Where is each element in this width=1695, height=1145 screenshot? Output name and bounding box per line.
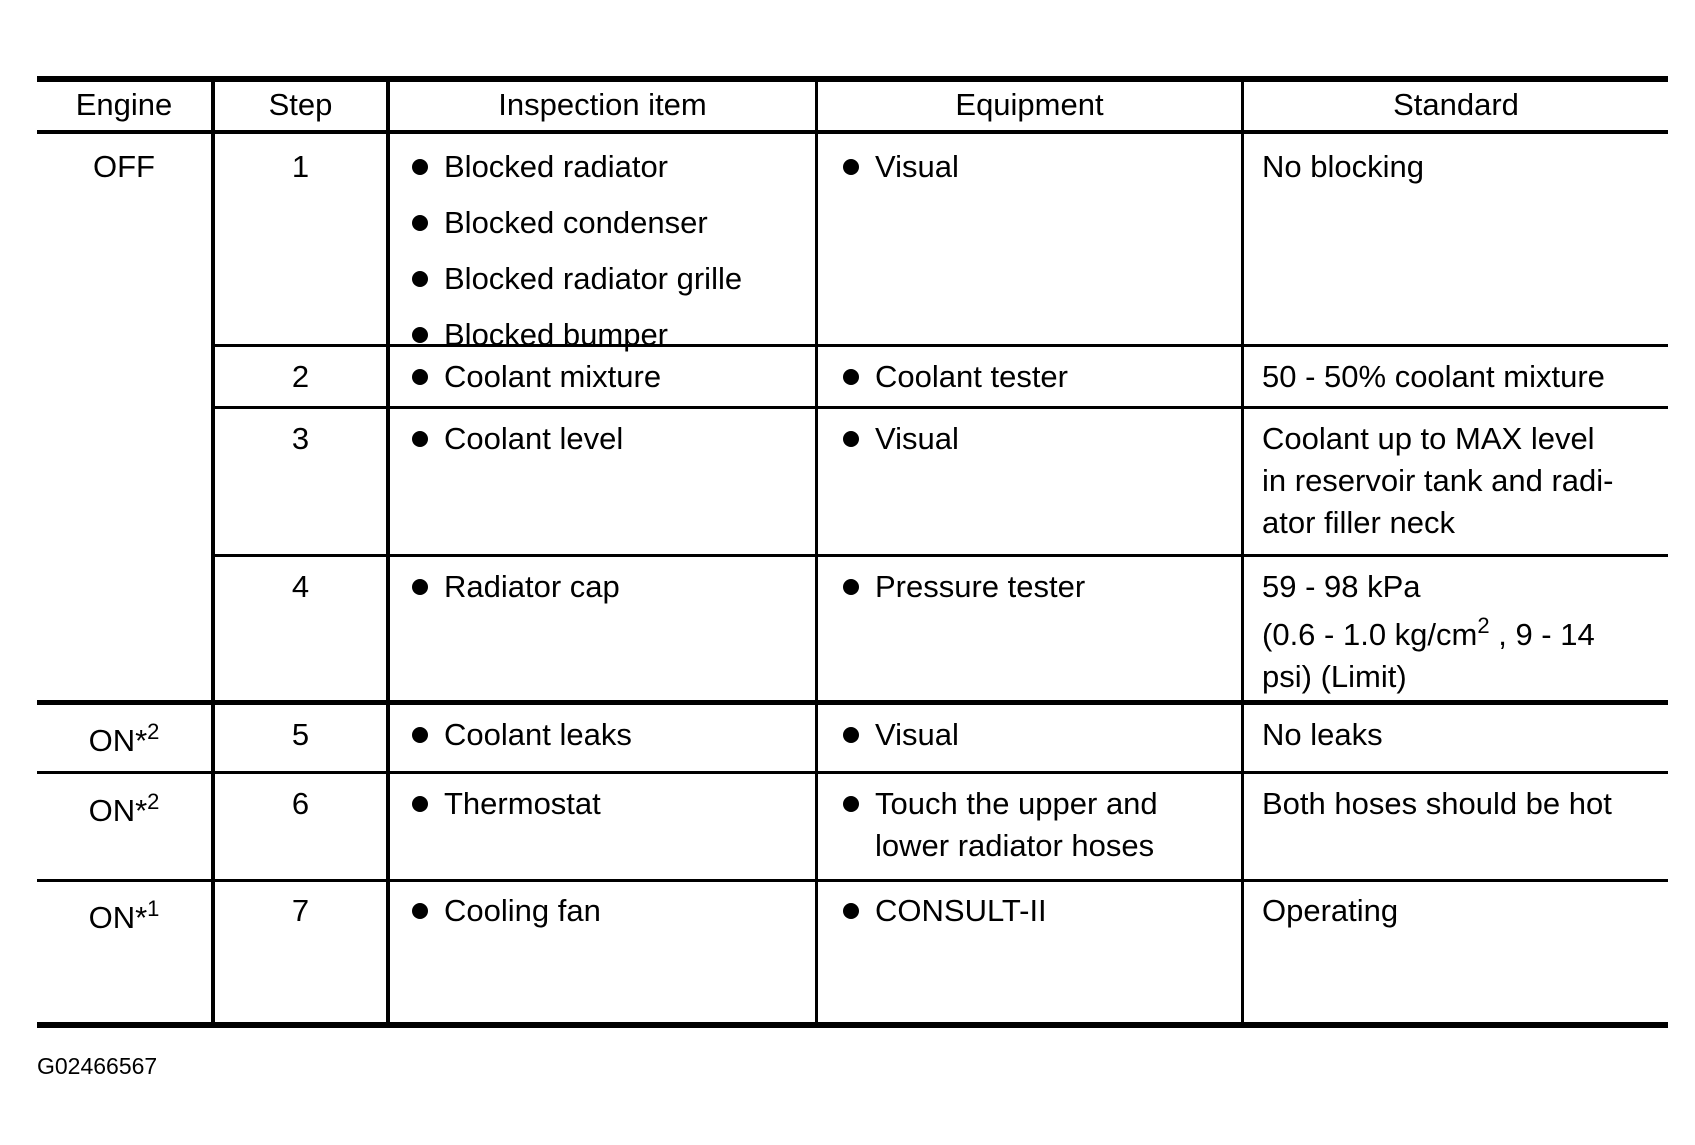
- list-item: Blocked radiator: [406, 146, 742, 202]
- list-item: Coolant leaks: [406, 714, 632, 756]
- header-engine: Engine: [75, 87, 173, 122]
- figure-code: G02466567: [37, 1053, 158, 1079]
- equipment: [837, 418, 959, 460]
- inspection-items: [406, 783, 601, 825]
- list-item: Pressure tester: [837, 566, 1085, 608]
- inspection-items: [406, 714, 632, 756]
- standard-line: psi) (Limit): [1262, 659, 1407, 694]
- list-item-continuation: lower radiator hoses: [875, 828, 1155, 863]
- step-number: 5: [291, 717, 310, 752]
- column-rule: [815, 76, 818, 1028]
- list-item: Visual: [837, 418, 959, 460]
- standard: [1262, 418, 1614, 544]
- engine-state-text: ON*: [88, 900, 148, 935]
- table-bottom-rule: [37, 1022, 1668, 1028]
- list-item: Cooling fan: [406, 890, 601, 932]
- group-rule: [37, 700, 1668, 705]
- standard-line: in reservoir tank and radi-: [1262, 463, 1614, 498]
- equipment: [837, 714, 959, 756]
- column-rule: [386, 76, 390, 1028]
- standard: No leaks: [1262, 717, 1383, 752]
- standard: 50 - 50% coolant mixture: [1262, 359, 1605, 394]
- equipment: [837, 146, 959, 188]
- standard: No blocking: [1262, 149, 1424, 184]
- list-item: Blocked condenser: [406, 202, 742, 258]
- inspection-items: [406, 566, 620, 608]
- footnote-mark: 2: [147, 789, 160, 814]
- standard: Operating: [1262, 893, 1399, 928]
- superscript: 2: [1477, 613, 1490, 638]
- standard: [1262, 566, 1595, 698]
- standard-text: (0.6 - 1.0 kg/cm: [1262, 617, 1478, 652]
- list-item: Radiator cap: [406, 566, 620, 608]
- list-item: Visual: [837, 146, 959, 188]
- engine-state-text: ON*: [88, 723, 148, 758]
- column-rule: [211, 76, 215, 1028]
- inspection-items: [406, 418, 623, 460]
- list-item: Touch the upper and: [837, 783, 1158, 825]
- list-item: Blocked bumper: [406, 314, 742, 356]
- list-item: Coolant mixture: [406, 356, 661, 398]
- step-number: 2: [291, 359, 310, 394]
- standard-line: Coolant up to MAX level: [1262, 421, 1595, 456]
- header-equipment: Equipment: [955, 87, 1104, 122]
- standard-text: , 9 - 14: [1489, 617, 1595, 652]
- engine-state: [37, 720, 211, 762]
- equipment: [837, 566, 1085, 608]
- row-rule: [215, 554, 1668, 557]
- list-item: CONSULT-II: [837, 890, 1047, 932]
- list-item: Thermostat: [406, 783, 601, 825]
- standard-line: [1262, 614, 1595, 656]
- engine-state-text: ON*: [88, 793, 148, 828]
- inspection-items: [406, 146, 742, 356]
- header-step: Step: [268, 87, 333, 122]
- engine-state: [37, 897, 211, 939]
- equipment: [837, 356, 1068, 398]
- header-inspection-item: Inspection item: [498, 87, 707, 122]
- equipment: [837, 783, 1158, 867]
- inspection-items: [406, 356, 661, 398]
- row-rule: [37, 771, 1668, 774]
- list-item: Visual: [837, 714, 959, 756]
- standard-line: ator filler neck: [1262, 505, 1455, 540]
- inspection-items: [406, 890, 601, 932]
- engine-state: OFF: [93, 149, 155, 184]
- list-item: Blocked radiator grille: [406, 258, 742, 314]
- step-number: 6: [291, 786, 310, 821]
- header-standard: Standard: [1393, 87, 1519, 122]
- engine-state: [37, 790, 211, 832]
- step-number: 7: [291, 893, 310, 928]
- row-rule: [215, 406, 1668, 409]
- list-item: Coolant tester: [837, 356, 1068, 398]
- standard-line: 59 - 98 kPa: [1262, 569, 1421, 604]
- row-rule: [37, 879, 1668, 882]
- step-number: 4: [291, 569, 310, 604]
- table-top-rule: [37, 76, 1668, 82]
- list-item: Coolant level: [406, 418, 623, 460]
- step-number: 1: [291, 149, 310, 184]
- step-number: 3: [291, 421, 310, 456]
- column-rule: [1241, 76, 1244, 1028]
- equipment: [837, 890, 1047, 932]
- standard: Both hoses should be hot: [1262, 786, 1612, 821]
- header-rule: [37, 130, 1668, 134]
- footnote-mark: 2: [147, 719, 160, 744]
- footnote-mark: 1: [147, 896, 160, 921]
